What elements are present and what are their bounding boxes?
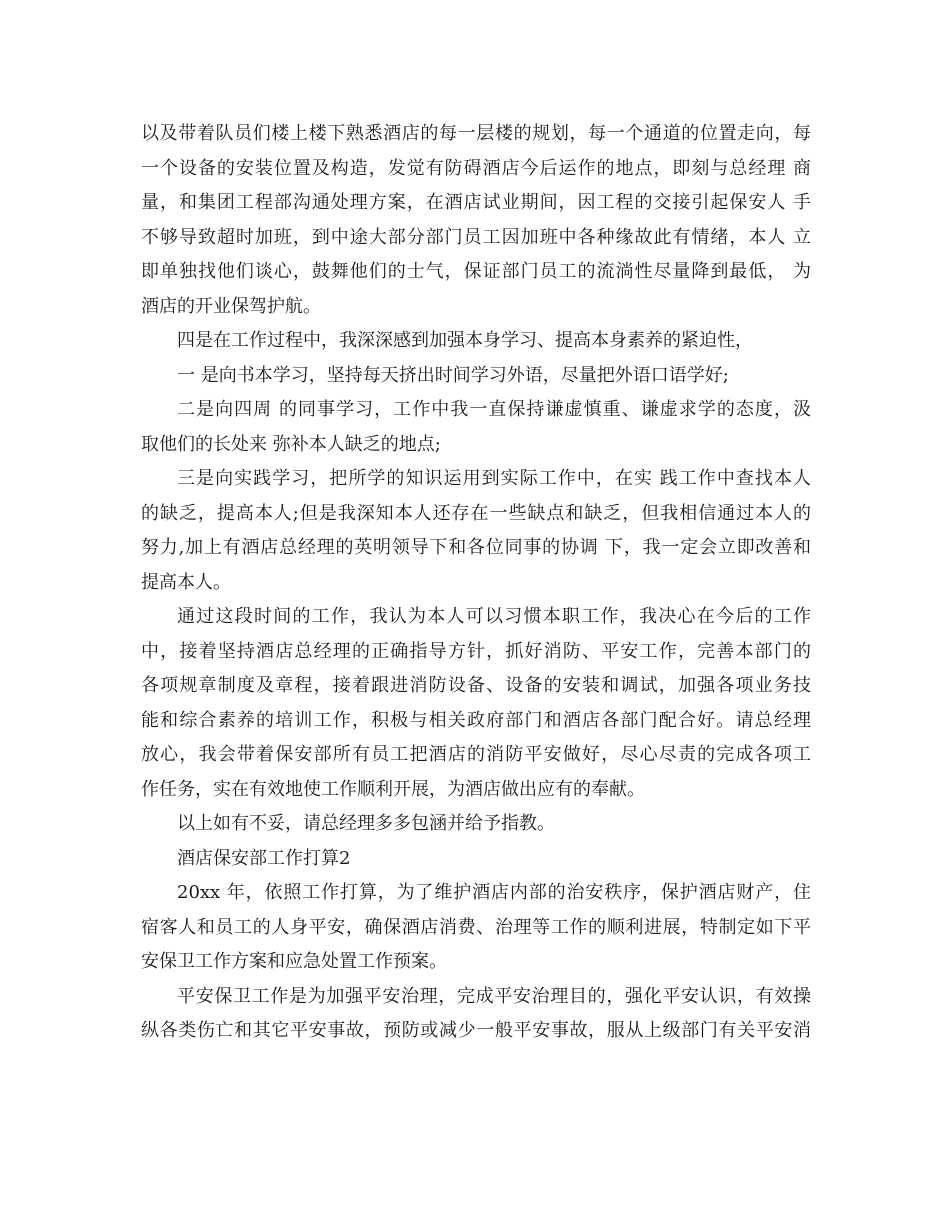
text-line: 酒店保安部工作打算2 (177, 847, 351, 869)
text-line: 一 是向书本学习，坚持每天挤出时间学习外语，尽量把外语口语学好; (177, 364, 729, 386)
text-line: 安保卫工作方案和应急处置工作预案。 (141, 951, 447, 972)
text-line: 提高本人。 (141, 571, 231, 593)
text-line: 以及带着队员们楼上楼下熟悉酒店的每一层楼的规划，每一个通道的位置走向，每 (141, 123, 811, 144)
text-line: 一个设备的安装位置及构造，发觉有防碍酒店今后运作的地点，即刻与总经理 商 (141, 157, 811, 179)
text-line: 四是在工作过程中，我深深感到加强本身学习、提高本身素养的紧迫性， (177, 330, 753, 351)
text-line: 纵各类伤亡和其它平安事故，预防或减少一般平安事故，服从上级部门有关平安消 (141, 1020, 811, 1041)
text-line: 不够导致超时加班，到中途大部分部门员工因加班中各种缘故此有情绪，本人 立 (141, 226, 811, 248)
text-line: 20xx 年，依照工作打算，为了维护酒店内部的治安秩序，保护酒店财产，住 (177, 882, 811, 903)
text-line: 各项规章制度及章程，接着跟进消防设备、设备的安装和调试，加强各项业务技 (141, 675, 811, 696)
text-line: 平安保卫工作是为加强平安治理，完成平安治理目的，强化平安认识，有效操 (177, 985, 811, 1007)
text-line: 努力,加上有酒店总经理的英明领导下和各位同事的协调 下，我一定会立即改善和 (141, 537, 811, 558)
text-line: 三是向实践学习，把所学的知识运用到实际工作中，在实 践工作中查找本人 (177, 468, 811, 489)
text-line: 中，接着坚持酒店总经理的正确指导方针，抓好消防、平安工作，完善本部门的 (141, 640, 811, 662)
text-line: 二是向四周 的同事学习，工作中我一直保持谦虚慎重、谦虚求学的态度，汲 (177, 399, 811, 420)
document-body (141, 117, 811, 1049)
text-line: 酒店的开业保驾护航。 (141, 295, 321, 317)
text-line: 通过这段时间的工作，我认为本人可以习惯本职工作，我决心在今后的工作 (177, 606, 811, 627)
text-line: 的缺乏，提高本人;但是我深知本人还存在一些缺点和缺乏，但我相信通过本人的 (141, 502, 811, 524)
text-line: 取他们的长处来 弥补本人缺乏的地点; (141, 433, 441, 455)
text-line: 即单独找他们谈心，鼓舞他们的士气，保证部门员工的流淌性尽量降到最低， 为 (141, 261, 811, 282)
text-line: 以上如有不妥，请总经理多多包涵并给予指教。 (177, 813, 555, 834)
text-line: 宿客人和员工的人身平安，确保酒店消费、治理等工作的顺利进展，特制定如下平 (141, 916, 811, 938)
text-line: 量，和集团工程部沟通处理方案，在酒店试业期间，因工程的交接引起保安人 手 (141, 192, 811, 213)
text-line: 作任务，实在有效地使工作顺利开展，为酒店做出应有的奉献。 (141, 778, 645, 800)
text-line: 能和综合素养的培训工作，积极与相关政府部门和酒店各部门配合好。请总经理 (141, 709, 811, 731)
text-line: 放心，我会带着保安部所有员工把酒店的消防平安做好，尽心尽责的完成各项工 (141, 744, 811, 765)
